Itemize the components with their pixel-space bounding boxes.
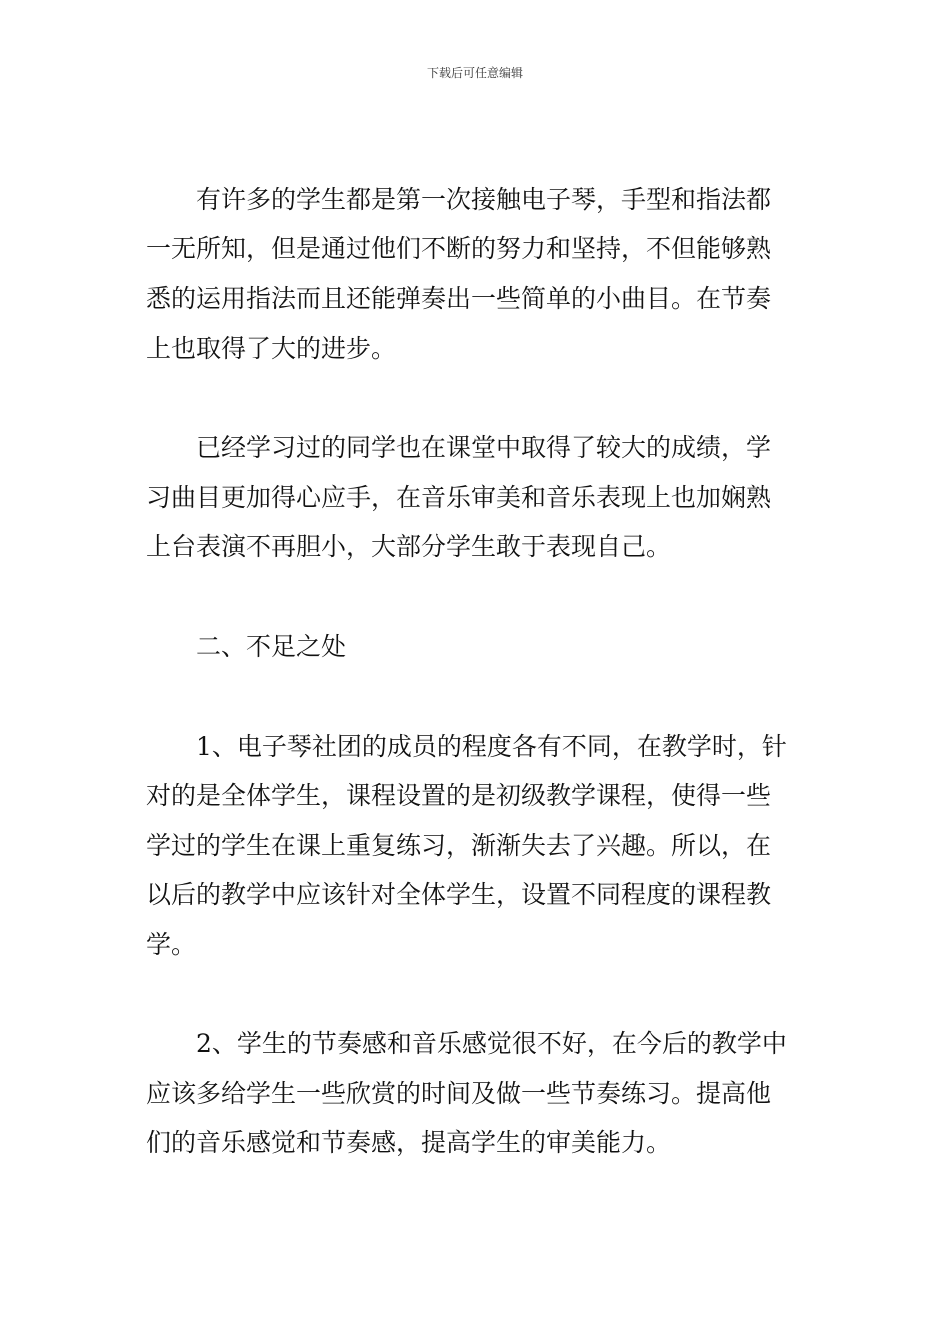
paragraph-3-line-2: 对的是全体学生，课程设置的是初级教学课程，使得一些 <box>146 781 772 810</box>
paragraph-3-line-5: 学。 <box>146 930 197 959</box>
paragraph-3-line-3: 学过的学生在课上重复练习，渐渐失去了兴趣。所以，在 <box>146 831 772 860</box>
section-heading: 二、不足之处 <box>196 632 347 661</box>
paragraph-2-line-2: 习曲目更加得心应手，在音乐审美和音乐表现上也加娴熟 <box>146 483 772 512</box>
paragraph-4-line-1: 2、学生的节奏感和音乐感觉很不好，在今后的教学中 <box>196 1029 787 1058</box>
paragraph-1-line-2: 一无所知，但是通过他们不断的努力和坚持，不但能够熟 <box>146 234 772 263</box>
paragraph-1-line-4: 上也取得了大的进步。 <box>146 334 397 363</box>
header-note: 下载后可任意编辑 <box>426 66 523 80</box>
paragraph-4-line-3: 们的音乐感觉和节奏感，提高学生的审美能力。 <box>146 1128 672 1157</box>
paragraph-4-line-2: 应该多给学生一些欣赏的时间及做一些节奏练习。提高他 <box>146 1079 772 1108</box>
paragraph-1-line-3: 悉的运用指法而且还能弹奏出一些简单的小曲目。在节奏 <box>146 284 772 313</box>
paragraph-3-line-4: 以后的教学中应该针对全体学生，设置不同程度的课程教 <box>146 880 772 909</box>
paragraph-2-line-3: 上台表演不再胆小，大部分学生敢于表现自己。 <box>146 532 672 561</box>
paragraph-1-line-1: 有许多的学生都是第一次接触电子琴，手型和指法都 <box>196 185 772 214</box>
paragraph-2-line-1: 已经学习过的同学也在课堂中取得了较大的成绩，学 <box>196 433 772 462</box>
paragraph-3-line-1: 1、电子琴社团的成员的程度各有不同，在教学时，针 <box>196 732 787 761</box>
